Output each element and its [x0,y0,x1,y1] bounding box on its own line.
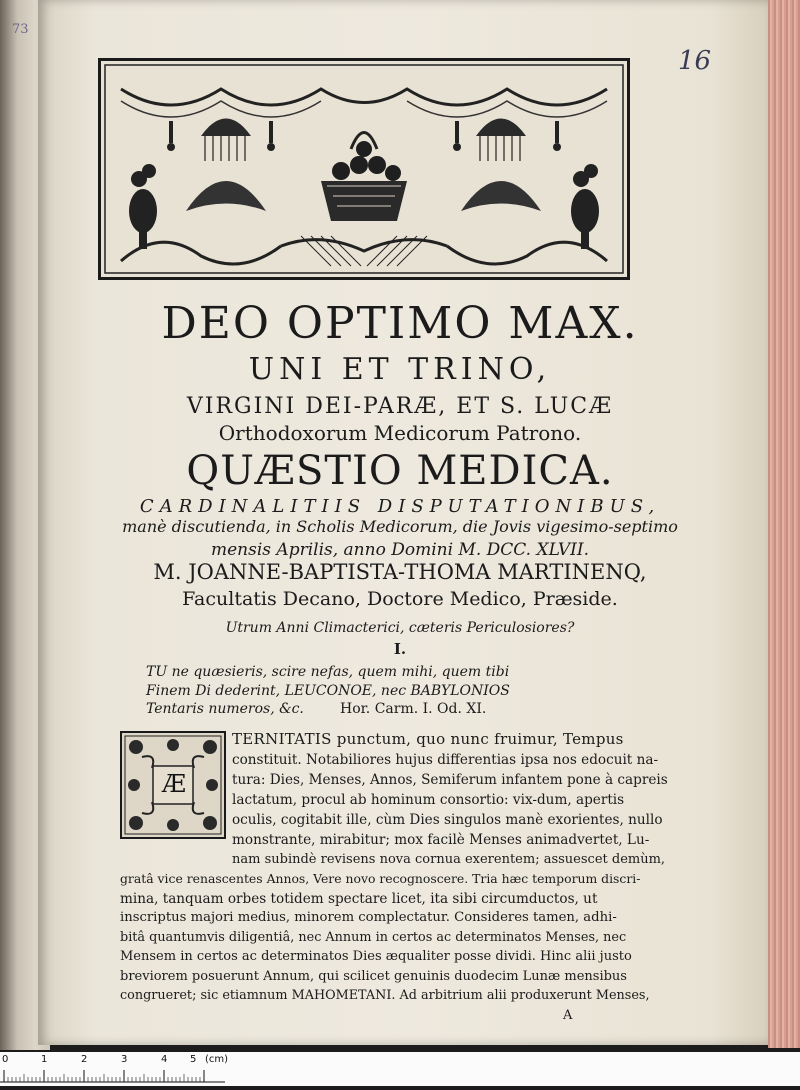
drop-cap-initial [120,731,226,839]
praeses-name: M. JOANNE-BAPTISTA-THOMA MARTINENQ, [153,560,647,584]
question-text: Utrum Anni Climacterici, cæteris Periculosiores? [225,620,575,636]
body-line-7: nam subindè revisens nova cornua exerentem; assuescet demùm, [232,852,666,867]
body-line-4: lactatum, procul ab hominum consortio: vix-dum, apertis [232,792,625,808]
dedication-line-1: DEO OPTIMO MAX. [161,298,639,349]
ruler-label-2: 2 [81,1054,88,1065]
disputation-date-line-2: mensis Aprilis, anno Domini M. DCC. XLVII. [211,540,589,560]
praeses-title: Facultatis Decano, Doctore Medico, Præside. [182,588,618,610]
body-line-1: TERNITATIS punctum, quo nunc fruimur, Tempus [232,730,624,748]
body-line-11: bitâ quantumvis diligentiâ, nec Annum in certos ac determinatos Menses, nec [120,930,627,945]
body-line-12: Mensem in certos ac determinatos Dies æqualiter posse dividi. Hinc alii justo [120,949,632,964]
headpiece-ornament [98,58,630,280]
scale-ruler [0,1052,800,1086]
ruler-label-1: 1 [41,1054,48,1065]
ruler-ticks-icon [0,1052,800,1086]
dedication-line-4: Orthodoxorum Medicorum Patrono. [218,421,582,445]
dedication-line-3: VIRGINI DEI-PARÆ, ET S. LUCÆ [186,394,614,419]
ruler-label-3: 3 [121,1054,128,1065]
body-line-9: mina, tanquam orbes totidem spectare licet, ita sibi circumductos, ut [120,891,598,907]
ruler-unit: (cm) [205,1054,229,1065]
signature-mark: A [563,1008,573,1023]
body-line-8: gratâ vice renascentes Annos, Vere novo recognoscere. Tria hæc temporum discri- [120,871,641,886]
drop-cap-letter: Æ [161,770,187,798]
disputation-heading: CARDINALITIIS DISPUTATIONIBUS, [139,496,661,517]
ruler-label-5: 5 [190,1054,197,1065]
disputation-date-line-1: manè discutienda, in Scholis Medicorum, die Jovis vigesimo-septimo [122,517,678,536]
epigraph-citation: Hor. Carm. I. Od. XI. [340,701,487,717]
page-edges [768,0,800,1048]
spine-number: 73 [12,22,29,37]
ruler-label-0: 0 [2,1054,9,1065]
epigraph-line-2: Finem Di dederint, LEUCONOE, nec BABYLONIOS [146,683,510,699]
epigraph-line-3: Tentaris numeros, &c. [146,701,304,717]
section-number: I. [393,640,407,658]
epigraph-line-1: TU ne quæsieris, scire nefas, quem mihi, quem tibi [146,664,510,680]
body-line-13: breviorem posuerunt Annum, qui scilicet genuinis duodecim Lunæ mensibus [120,969,627,984]
ornament-icon [101,61,627,277]
folio-number: 16 [678,46,712,76]
body-line-10: inscriptus majori medius, minorem complectatur. Consideres tamen, adhi- [120,910,617,925]
ruler-label-4: 4 [161,1054,168,1065]
body-line-6: monstrante, mirabitur; mox facilè Menses animadvertet, Lu- [232,832,650,848]
body-line-5: oculis, cogitabit ille, cùm Dies singulos manè exorientes, nullo [232,812,663,828]
quaestio-title: QUÆSTIO MEDICA. [186,448,614,494]
body-line-2: constituit. Notabiliores hujus differentias ipsa nos edocuit na- [232,752,659,768]
dedication-line-2: UNI ET TRINO, [248,352,552,387]
body-line-14: congrueret; sic etiamnum MAHOMETANI. Ad arbitrium alii produxerunt Menses, [120,988,650,1003]
body-line-3: tura: Dies, Menses, Annos, Semiferum infantem pone à capreis [232,772,668,788]
